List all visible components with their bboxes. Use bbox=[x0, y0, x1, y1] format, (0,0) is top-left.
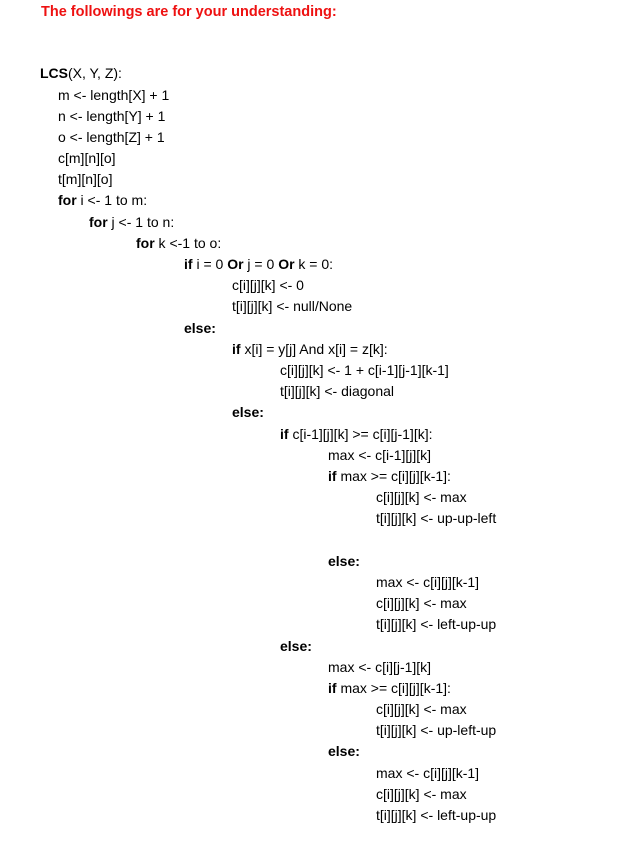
code-line: t[i][j][k] <- diagonal bbox=[280, 383, 395, 399]
code-line: max <- c[i][j][k-1] bbox=[376, 765, 480, 781]
code-line: if i = 0 Or j = 0 Or k = 0: bbox=[184, 256, 334, 272]
code-line: if c[i-1][j][k] >= c[i][j-1][k]: bbox=[280, 426, 433, 442]
code-line: max <- c[i][j][k-1] bbox=[376, 574, 480, 590]
function-params: (X, Y, Z): bbox=[68, 65, 122, 81]
code-line: if x[i] = y[j] And x[i] = z[k]: bbox=[232, 341, 388, 357]
code-line: max <- c[i][j-1][k] bbox=[328, 659, 432, 675]
function-signature bbox=[40, 64, 122, 82]
function-name: LCS bbox=[40, 65, 68, 81]
code-line: if max >= c[i][j][k-1]: bbox=[328, 680, 451, 696]
code-line: t[i][j][k] <- up-left-up bbox=[376, 722, 497, 738]
code-line: c[i][j][k] <- max bbox=[376, 701, 467, 717]
code-line: m <- length[X] + 1 bbox=[58, 87, 170, 103]
code-line: c[i][j][k] <- max bbox=[376, 489, 467, 505]
code-line: if max >= c[i][j][k-1]: bbox=[328, 468, 451, 484]
code-line: else: bbox=[184, 320, 216, 336]
code-line: else: bbox=[232, 404, 264, 420]
code-line: else: bbox=[328, 743, 360, 759]
code-line: for j <- 1 to n: bbox=[89, 214, 175, 230]
page-heading: The followings are for your understanding: bbox=[41, 4, 337, 20]
code-line: c[i][j][k] <- max bbox=[376, 595, 467, 611]
code-line: t[i][j][k] <- null/None bbox=[232, 298, 353, 314]
code-line: else: bbox=[280, 638, 312, 654]
code-line: c[i][j][k] <- 0 bbox=[232, 277, 304, 293]
code-line: max <- c[i-1][j][k] bbox=[328, 447, 432, 463]
code-line: t[i][j][k] <- left-up-up bbox=[376, 616, 497, 632]
code-line: for i <- 1 to m: bbox=[58, 192, 148, 208]
code-line: for k <-1 to o: bbox=[136, 235, 222, 251]
code-line: t[i][j][k] <- left-up-up bbox=[376, 807, 497, 823]
code-line: o <- length[Z] + 1 bbox=[58, 129, 165, 145]
code-line: n <- length[Y] + 1 bbox=[58, 108, 166, 124]
code-line: t[m][n][o] bbox=[58, 171, 113, 187]
code-line: c[m][n][o] bbox=[58, 150, 116, 166]
code-line: c[i][j][k] <- max bbox=[376, 786, 467, 802]
code-line: t[i][j][k] <- up-up-left bbox=[376, 510, 497, 526]
code-line: c[i][j][k] <- 1 + c[i-1][j-1][k-1] bbox=[280, 362, 449, 378]
code-line: else: bbox=[328, 553, 360, 569]
